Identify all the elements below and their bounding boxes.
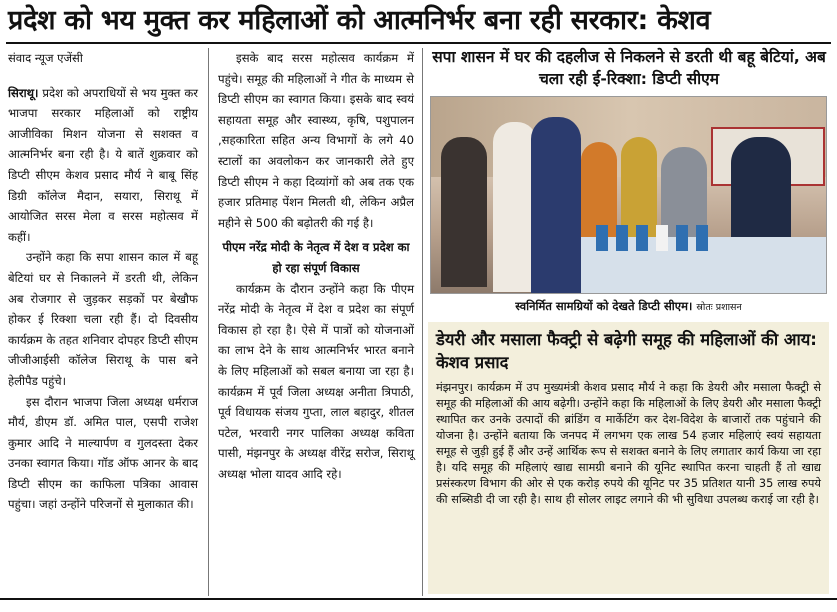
paragraph: उन्होंने कहा कि सपा शासन काल में बहू बेटियां घर से निकालने में डरती थी, लेकिन अब रोजगार से जुड़कर सड़कों पर बेखौफ होकर ई रिक्शा चला रही हैं। दो दिवसीय कार्यक्रम के तहत शनिवार दोपहर डिप्टी सीएम जीजीआईसी कॉलेज सिराथू के पास बने हेलीपैड पहुंचे।: [8, 250, 198, 388]
box-body: मंझनपुर। कार्यक्रम में उप मुख्यमंत्री केशव प्रसाद मौर्य ने कहा कि डेयरी और मसाला फैक्ट्री से समूह की महिलाओं की आय बढ़ेगी। उन्होंने कहा कि महिलाओं के लिए डेयरी और मसाला फैक्ट्री स्थापित कर उनके उत्पादों की ब्रांडिंग व मार्केटिंग कर देश-विदेश के बाजारों तक पहुंचाने की योजना है। उन्होंने बताया कि जनपद में लगभग एक लाख 54 हजार महिलाएं स्वयं सहायता समूह से जुड़ी हुई हैं और उन्हें आर्थिक रूप से सशक्त बनाने के लिए लगातार कार्य किया जा रहा है। यदि समूह की महिलाएं खाद्य सामग्री बनाने की यूनिट स्थापित करना चाहती हैं तो खाद्य प्रसंस्करण विभाग की ओर से एक करोड़ रुपये की यूनिट पर 35 प्रतिशत यानी 35 लाख रुपये की सब्सिडी दी जा रही है। साथ ही सोलर लाइट लगाने की भी सुविधा उपलब्ध कराई जा रही है।: [436, 381, 821, 506]
paragraph: [8, 83, 198, 248]
article-column-2: [218, 48, 414, 484]
side-headline: सपा शासन में घर की दहलीज से निकलने से डरती थी बहू बेटियां, अब चला रही ई-रिक्शा: डिप्टी सीएम: [432, 48, 826, 88]
dateline: सिराथू।: [8, 85, 39, 100]
column-divider: [208, 48, 209, 596]
page-headline: प्रदेश को भय मुक्त कर महिलाओं को आत्मनिर्भर बना रही सरकार: केशव: [8, 5, 711, 36]
caption-source: स्रोतः प्रशासन: [696, 302, 742, 313]
column-divider: [422, 48, 423, 596]
caption-text: स्वनिर्मित सामग्रियों को देखते डिप्टी सीएम।: [515, 299, 693, 313]
photo-product: [616, 225, 628, 251]
photo-product: [676, 225, 688, 251]
headline-rule: [6, 42, 831, 44]
byline: संवाद न्यूज एजेंसी: [8, 51, 83, 65]
photo-product: [696, 225, 708, 251]
photo-person: [531, 117, 581, 294]
photo-product: [656, 225, 668, 251]
photo-caption: [430, 296, 827, 316]
photo-person: [441, 137, 487, 287]
article-column-1: [8, 48, 198, 515]
photo-product: [636, 225, 648, 251]
paragraph: कार्यक्रम के दौरान उन्होंने कहा कि पीएम नरेंद्र मोदी के नेतृत्व में देश व प्रदेश का संपूर्ण विकास हो रहा है। ऐसे में पात्रों को योजनाओं का लाभ देने के साथ आत्मनिर्भर भारत बनाने के लिए महिलाओं को सबल बनाया जा रहा है। कार्यक्रम में पूर्व जिला अध्यक्ष अनीता त्रिपाठी, पूर्व विधायक संजय गुप्ता, लाल बहादुर, शीतल पटेल, भरवारी नगर पालिका अध्यक्ष कविता पासी, मंझनपुर के अध्यक्ष वीरेंद्र सरोज, सिराथू अध्यक्ष भोला यादव आदि रहे।: [218, 281, 414, 481]
paragraph: इस दौरान भाजपा जिला अध्यक्ष धर्मराज मौर्य, डीएम डॉ. अमित पाल, एसपी राजेश कुमार आदि ने माल्यार्पण व गुलदस्ता देकर उनका स्वागत किया। गॉड ऑफ आनर के बाद डिप्टी सीएम का काफिला पत्रिका आवास पहुंचा। जहां उन्होंने परिजनों से मुलाकात की।: [8, 394, 198, 512]
paragraph-text: प्रदेश को अपराधियों से भय मुक्त कर भाजपा सरकार महिलाओं को राष्ट्रीय आजीविका मिशन योजना से सशक्त व आत्मनिर्भर बना रही है। ये बातें शुक्रवार को डिप्टी सीएम केशव प्रसाद मौर्य ने बाबू सिंह डिग्री कॉलेज मैदान, सयारा, सिराथू में आयोजित सरस मेला व सरस महोत्सव में कहीं।: [8, 85, 198, 244]
paragraph: इसके बाद सरस महोत्सव कार्यक्रम में पहुंचे। समूह की महिलाओं ने गीत के माध्यम से डिप्टी सीएम का स्वागत किया। इसके बाद स्वयं सहायता समूह और स्वास्थ्य, कृषि, पशुपालन ,सहकारिता सहित अन्य विभागों के लगे 40 स्टालों का अवलोकन कर जानकारी लेते हुए डिप्टी सीएम ने कहा दिव्यांगों को अब तक एक हजार प्रतिमाह पेंशन मिलती थी, लेकिन अप्रैल महीने से 500 की बढ़ोतरी की गई है।: [218, 51, 414, 230]
photo-product: [596, 225, 608, 251]
news-photo: [430, 96, 827, 294]
box-headline: डेयरी और मसाला फैक्ट्री से बढ़ेगी समूह की महिलाओं की आय: केशव प्रसाद: [436, 330, 817, 372]
sidebar-story-box: [428, 322, 829, 594]
bottom-rule: [0, 598, 837, 600]
subheading: पीएम नरेंद्र मोदी के नेतृत्व में देश व प्रदेश का हो रहा संपूर्ण विकास: [222, 240, 410, 275]
